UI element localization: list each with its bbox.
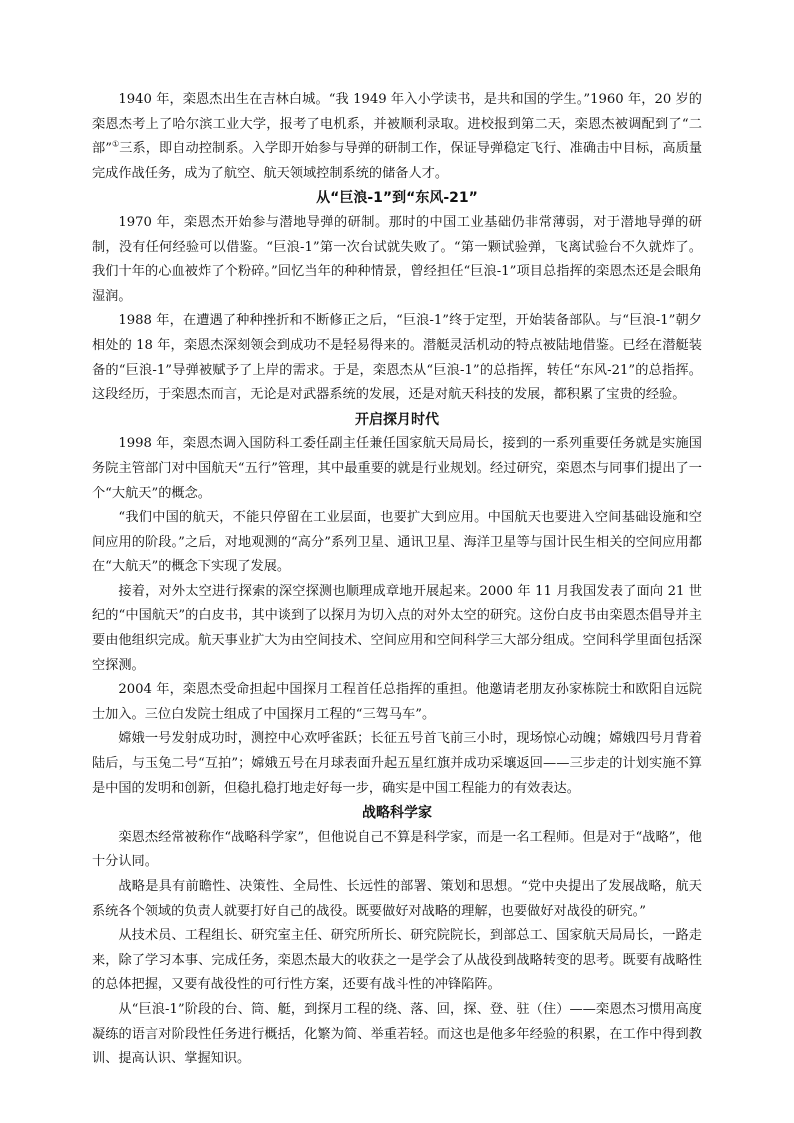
paragraph: 1940 年，栾恩杰出生在吉林白城。“我 1949 年入小学读书，是共和国的学生。”1960 年，20 岁的栾恩杰考上了哈尔滨工业大学，报考了电机系，并被顺利录取。进校报到第二天，栾恩杰被调配到了“二部”①三系，即自动控制系。入学即开始参与导弹的研制工作，保证导弹稳定飞行、准确击中目标，高质量完成作战任务，成为了航空、航天领域控制系统的储备人才。 [92, 92, 703, 181]
section-heading: 开启探月时代 [355, 411, 439, 428]
document-body [92, 88, 702, 1072]
section-heading: 从“巨浪-1”到“东风-21” [316, 190, 478, 207]
section-heading: 战略科学家 [362, 805, 432, 822]
paragraph: 嫦娥一号发射成功时，测控中心欢呼雀跃；长征五号首飞前三小时，现场惊心动魄；嫦娥四号月背着陆后，与玉兔二号“互拍”；嫦娥五号在月球表面升起五星红旗并成功采壤返回——三步走的计划实施不算是中国的发明和创新，但稳扎稳打地走好每一步，确实是中国工程能力的有效表达。 [92, 731, 702, 796]
paragraph: 栾恩杰经常被称作“战略科学家”，但他说自己不算是科学家，而是一名工程师。但是对于“战略”，他十分认同。 [92, 829, 702, 870]
paragraph: 战略是具有前瞻性、决策性、全局性、长远性的部署、策划和思想。“党中央提出了发展战略，航天系统各个领域的负责人就要打好自己的战役。既要做好对战略的理解，也要做好对战役的研究。” [92, 879, 702, 919]
paragraph: 从“巨浪-1”阶段的台、筒、艇，到探月工程的绕、落、回，探、登、驻（住）——栾恩杰习惯用高度凝练的语言对阶段性任务进行概括，化繁为简、举重若轻。而这也是他多年经验的积累，在工作中得到教训、提高认识、掌握知识。 [92, 1001, 702, 1067]
paragraph: 接着，对外太空进行探索的深空探测也顺理成章地开展起来。2000 年 11 月我国发表了面向 21 世纪的“中国航天”的白皮书，其中谈到了以探月为切入点的对外太空的研究。这份白皮书由栾恩杰倡导并主要由他组织完成。航天事业扩大为由空间技术、空间应用和空间科学三大部分组成。空间科学里面包括深空探测。 [92, 583, 702, 673]
footnote-marker: ① [112, 139, 120, 149]
paragraph: 1988 年，在遭遇了种种挫折和不断修正之后，“巨浪-1”终于定型，开始装备部队。与“巨浪-1”朝夕相处的 18 年，栾恩杰深刻领会到成功不是轻易得来的。潜艇灵活机动的特点被陆地借鉴。已经在潜艇装备的“巨浪-1”导弹被赋予了上岸的需求。于是，栾恩杰从“巨浪-1”的总指挥，转任“东风-21”的总指挥。这段经历，于栾恩杰而言，无论是对武器系统的发展，还是对航天科技的发展，都积累了宝贵的经验。 [92, 313, 702, 403]
paragraph: 1970 年，栾恩杰开始参与潜地导弹的研制。那时的中国工业基础仍非常薄弱，对于潜地导弹的研制，没有任何经验可以借鉴。“巨浪-1”第一次台试就失败了。“第一颗试验弹，飞离试验台不久就炸了。我们十年的心血被炸了个粉碎。”回忆当年的种种情景，曾经担任“巨浪-1”项目总指挥的栾恩杰还是会眼角湿润。 [92, 214, 702, 304]
paragraph: “我们中国的航天，不能只停留在工业层面，也要扩大到应用。中国航天也要进入空间基础设施和空间应用的阶段。”之后，对地观测的“高分”系列卫星、通讯卫星、海洋卫星等与国计民生相关的空间应用都在“大航天”的概念下实现了发展。 [92, 510, 702, 575]
paragraph: 从技术员、工程组长、研究室主任、研究所所长、研究院院长，到部总工、国家航天局局长，一路走来，除了学习本事、完成任务，栾恩杰最大的收获之一是学会了从战役到战略转变的思考。既要有战略性的总体把握，又要有战役性的可行性方案，还要有战斗性的冲锋陷阵。 [92, 928, 702, 993]
paragraph: 1998 年，栾恩杰调入国防科工委任副主任兼任国家航天局局长，接到的一系列重要任务就是实施国务院主管部门对中国航天“五行”管理，其中最重要的就是行业规划。经过研究，栾恩杰与同事们提出了一个“大航天”的概念。 [92, 436, 702, 501]
paragraph: 2004 年，栾恩杰受命担起中国探月工程首任总指挥的重担。他邀请老朋友孙家栋院士和欧阳自远院士加入。三位白发院士组成了中国探月工程的“三驾马车”。 [92, 682, 702, 722]
